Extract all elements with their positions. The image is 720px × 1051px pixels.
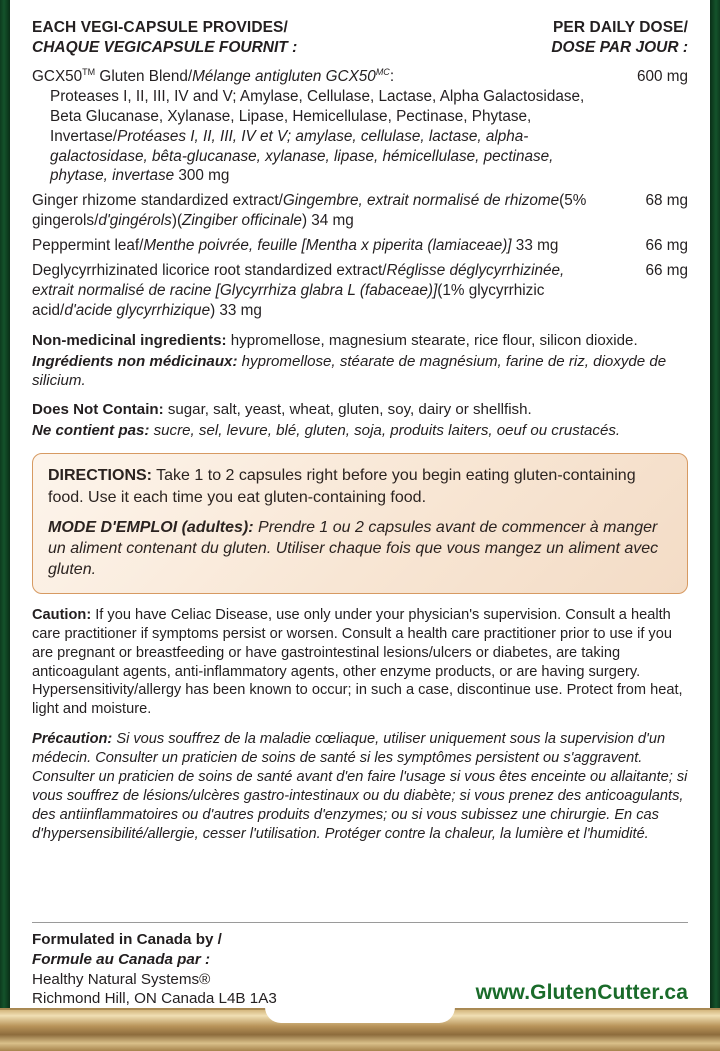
- non-medicinal-fr: [32, 352, 688, 390]
- non-medicinal-ingredients-block: [32, 331, 688, 390]
- ingredient-row: [32, 261, 688, 321]
- ingredient-name-tail: :: [389, 68, 395, 85]
- header-per-dose-en: PER DAILY DOSE/: [552, 19, 688, 36]
- directions-en: [48, 465, 672, 508]
- header-left-column: [32, 18, 412, 59]
- caution-label-fr: Précaution:: [32, 731, 113, 748]
- ingredient-row: [32, 236, 688, 256]
- ingredient-row: [32, 191, 688, 231]
- ingredient-name: [32, 236, 688, 256]
- ingredient-list: [32, 67, 688, 321]
- formulated-in-fr: Formule au Canada par :: [32, 950, 211, 968]
- caution-block: [32, 606, 688, 845]
- ingredient-detail-amount: 300 mg: [174, 167, 230, 185]
- directions-text-en: Take 1 to 2 capsules right before you begin eating gluten-containing food. Use it each time you eat gluten-containing food.: [48, 467, 636, 506]
- ingredient-amount: 600 mg: [636, 67, 688, 85]
- ingredient-name-en: Deglycyrrhizinated licorice root standardized extract/: [32, 261, 387, 279]
- ingredient-name-en: GCX50: [32, 68, 83, 85]
- package-right-edge: [710, 0, 720, 1008]
- does-not-contain-text-en: sugar, salt, yeast, wheat, gluten, soy, dairy or shellfish.: [163, 400, 532, 418]
- formulated-in-en: Formulated in Canada by /: [32, 931, 222, 948]
- does-not-contain-block: [32, 400, 688, 440]
- package-left-edge: [0, 0, 10, 1008]
- ingredient-row: [32, 67, 688, 186]
- caution-text-en: If you have Celiac Disease, use only under your physician's supervision. Consult a health care practitioner if symptoms persist or worsen. Consult a health care practitioner prior to use if you are pregnant or breastfeeding or have gastrointestinal lesions/ulcers or diabetes, are taking anticoagulant agents, anti-inflammatory agents, other enzyme products, or are having surgery. Hypersensitivity/allergy has been known to occur; in such a case, discontinue use. Protect from heat, light and moisture.: [32, 606, 683, 718]
- ingredient-detail-en: Proteases I, II, III, IV and V; Amylase, Cellulase, Lactase, Alpha Galactosidase, Beta Glucanase, Xylanase, Lipase, Hemicellulase, Pectinase, Phytase, Invertase/: [50, 87, 585, 145]
- directions-fr: [48, 517, 672, 581]
- non-medicinal-en: [32, 331, 688, 350]
- directions-label-en: DIRECTIONS:: [48, 467, 152, 485]
- header-per-dose-fr: DOSE PAR JOUR :: [551, 39, 688, 57]
- footer: [32, 930, 688, 1009]
- header-right-column: [426, 18, 688, 59]
- label-content: [10, 0, 710, 1008]
- does-not-contain-label-en: Does Not Contain:: [32, 400, 164, 418]
- directions-text-fr: Prendre 1 ou 2 capsules avant de commencer à manger un aliment contenant du gluten. Utiliser chaque fois que vous mangez un aliment avec gluten.: [48, 518, 659, 579]
- ingredient-standardization-en: (5% gingerols/: [32, 192, 587, 230]
- ingredient-name-en: Peppermint leaf/: [32, 237, 144, 254]
- ingredient-paren: )(: [171, 212, 183, 230]
- ingredient-sub-amount: ) 34 mg: [301, 212, 354, 230]
- non-medicinal-label-en: Non-medicinal ingredients:: [32, 331, 227, 349]
- ingredient-amount: 66 mg: [645, 261, 688, 279]
- ingredient-name-rest: Gluten Blend/: [95, 68, 193, 85]
- does-not-contain-label-fr: Ne contient pas:: [32, 422, 150, 440]
- non-medicinal-text-en: hypromellose, magnesium stearate, rice flour, silicon dioxide.: [226, 331, 638, 349]
- ingredient-name: [32, 67, 688, 87]
- non-medicinal-text-fr: hypromellose, stéarate de magnésium, farine de riz, dioxyde de silicium.: [32, 352, 667, 389]
- ingredient-name-fr: Gingembre, extrait normalisé de rhizome: [282, 192, 560, 210]
- caution-text-fr: Si vous souffrez de la maladie cœliaque, utiliser uniquement sous la supervision d'un médecin. Consulter un praticien de soins de santé si les symptômes persistent ou s'aggravent. Consulter un praticien de soins de santé avant d'en faire l'usage si vous êtes enceinte ou allaitante; si vous souffrez de lésions/ulcères gastro-intestinaux ou du diabète; si vous prenez des anticoagulants, des antiinflammatoires ou d'autres produits d'enzymes; ou si vous subissez une chirurgie. En cas d'hypersensibilité/allergie, cesser l'utilisation. Protéger contre la chaleur, la lumière et l'humidité.: [32, 731, 688, 843]
- directions-box: [32, 453, 688, 593]
- ingredient-name-fr: Menthe poivrée, feuille [Mentha x piperita (lamiaceae)]: [143, 237, 512, 254]
- ingredient-amount: 68 mg: [645, 192, 688, 210]
- company-name: Healthy Natural Systems®: [32, 970, 211, 988]
- ingredient-standardization-fr: d'acide glycyrrhizique: [64, 301, 211, 319]
- caution-fr: [32, 730, 688, 844]
- ingredient-standardization-en: (1% glycyrrhizic acid/: [32, 281, 545, 319]
- ingredient-name-fr: Réglisse déglycyrrhizinée, extrait normalisé de racine [Glycyrrhiza glabra L (fabaceae)]: [32, 261, 565, 299]
- caution-label-en: Caution:: [32, 606, 92, 623]
- trademark-symbol-fr: MC: [375, 66, 390, 77]
- ingredient-sub-amount: 33 mg: [511, 237, 559, 254]
- ingredient-name: [32, 261, 688, 321]
- package-foil-strip: [0, 1008, 720, 1051]
- ingredient-amount: 66 mg: [645, 237, 688, 254]
- does-not-contain-fr: [32, 421, 688, 440]
- ingredient-sub-amount: ) 33 mg: [210, 301, 262, 319]
- header-each-capsule-en: EACH VEGI-CAPSULE PROVIDES/: [32, 19, 288, 36]
- supplement-facts-header: [32, 18, 688, 59]
- company-address: Richmond Hill, ON Canada L4B 1A3: [32, 990, 277, 1008]
- directions-label-fr: MODE D'EMPLOI (adultes):: [48, 518, 254, 536]
- non-medicinal-label-fr: Ingrédients non médicinaux:: [32, 352, 238, 370]
- ingredient-latin-name: Zingiber officinale: [182, 212, 302, 230]
- ingredient-detail: [32, 87, 688, 186]
- ingredient-standardization-fr: d'gingérols: [98, 212, 172, 230]
- website-link[interactable]: www.GlutenCutter.ca: [475, 981, 688, 1004]
- caution-en: [32, 606, 688, 720]
- does-not-contain-en: [32, 400, 688, 419]
- ingredient-name-en: Ginger rhizome standardized extract/: [32, 192, 283, 210]
- trademark-symbol: TM: [82, 66, 96, 77]
- manufacturer-info: [32, 930, 277, 1009]
- header-each-capsule-fr: CHAQUE VEGICAPSULE FOURNIT :: [32, 39, 298, 57]
- ingredient-name-fr: Mélange antigluten GCX50: [192, 68, 376, 85]
- ingredient-detail-fr: Protéases I, II, III, IV et V; amylase, cellulase, lactase, alpha-galactosidase, bêta-glucanase, xylanase, lipase, hémicellulase, pectinase, phytase, invertase: [50, 127, 554, 185]
- ingredient-name: [32, 191, 688, 231]
- footer-divider: [32, 922, 688, 924]
- foil-tear-notch: [265, 1007, 455, 1023]
- does-not-contain-text-fr: sucre, sel, levure, blé, gluten, soja, produits laiters, oeuf ou crustacés.: [149, 422, 621, 440]
